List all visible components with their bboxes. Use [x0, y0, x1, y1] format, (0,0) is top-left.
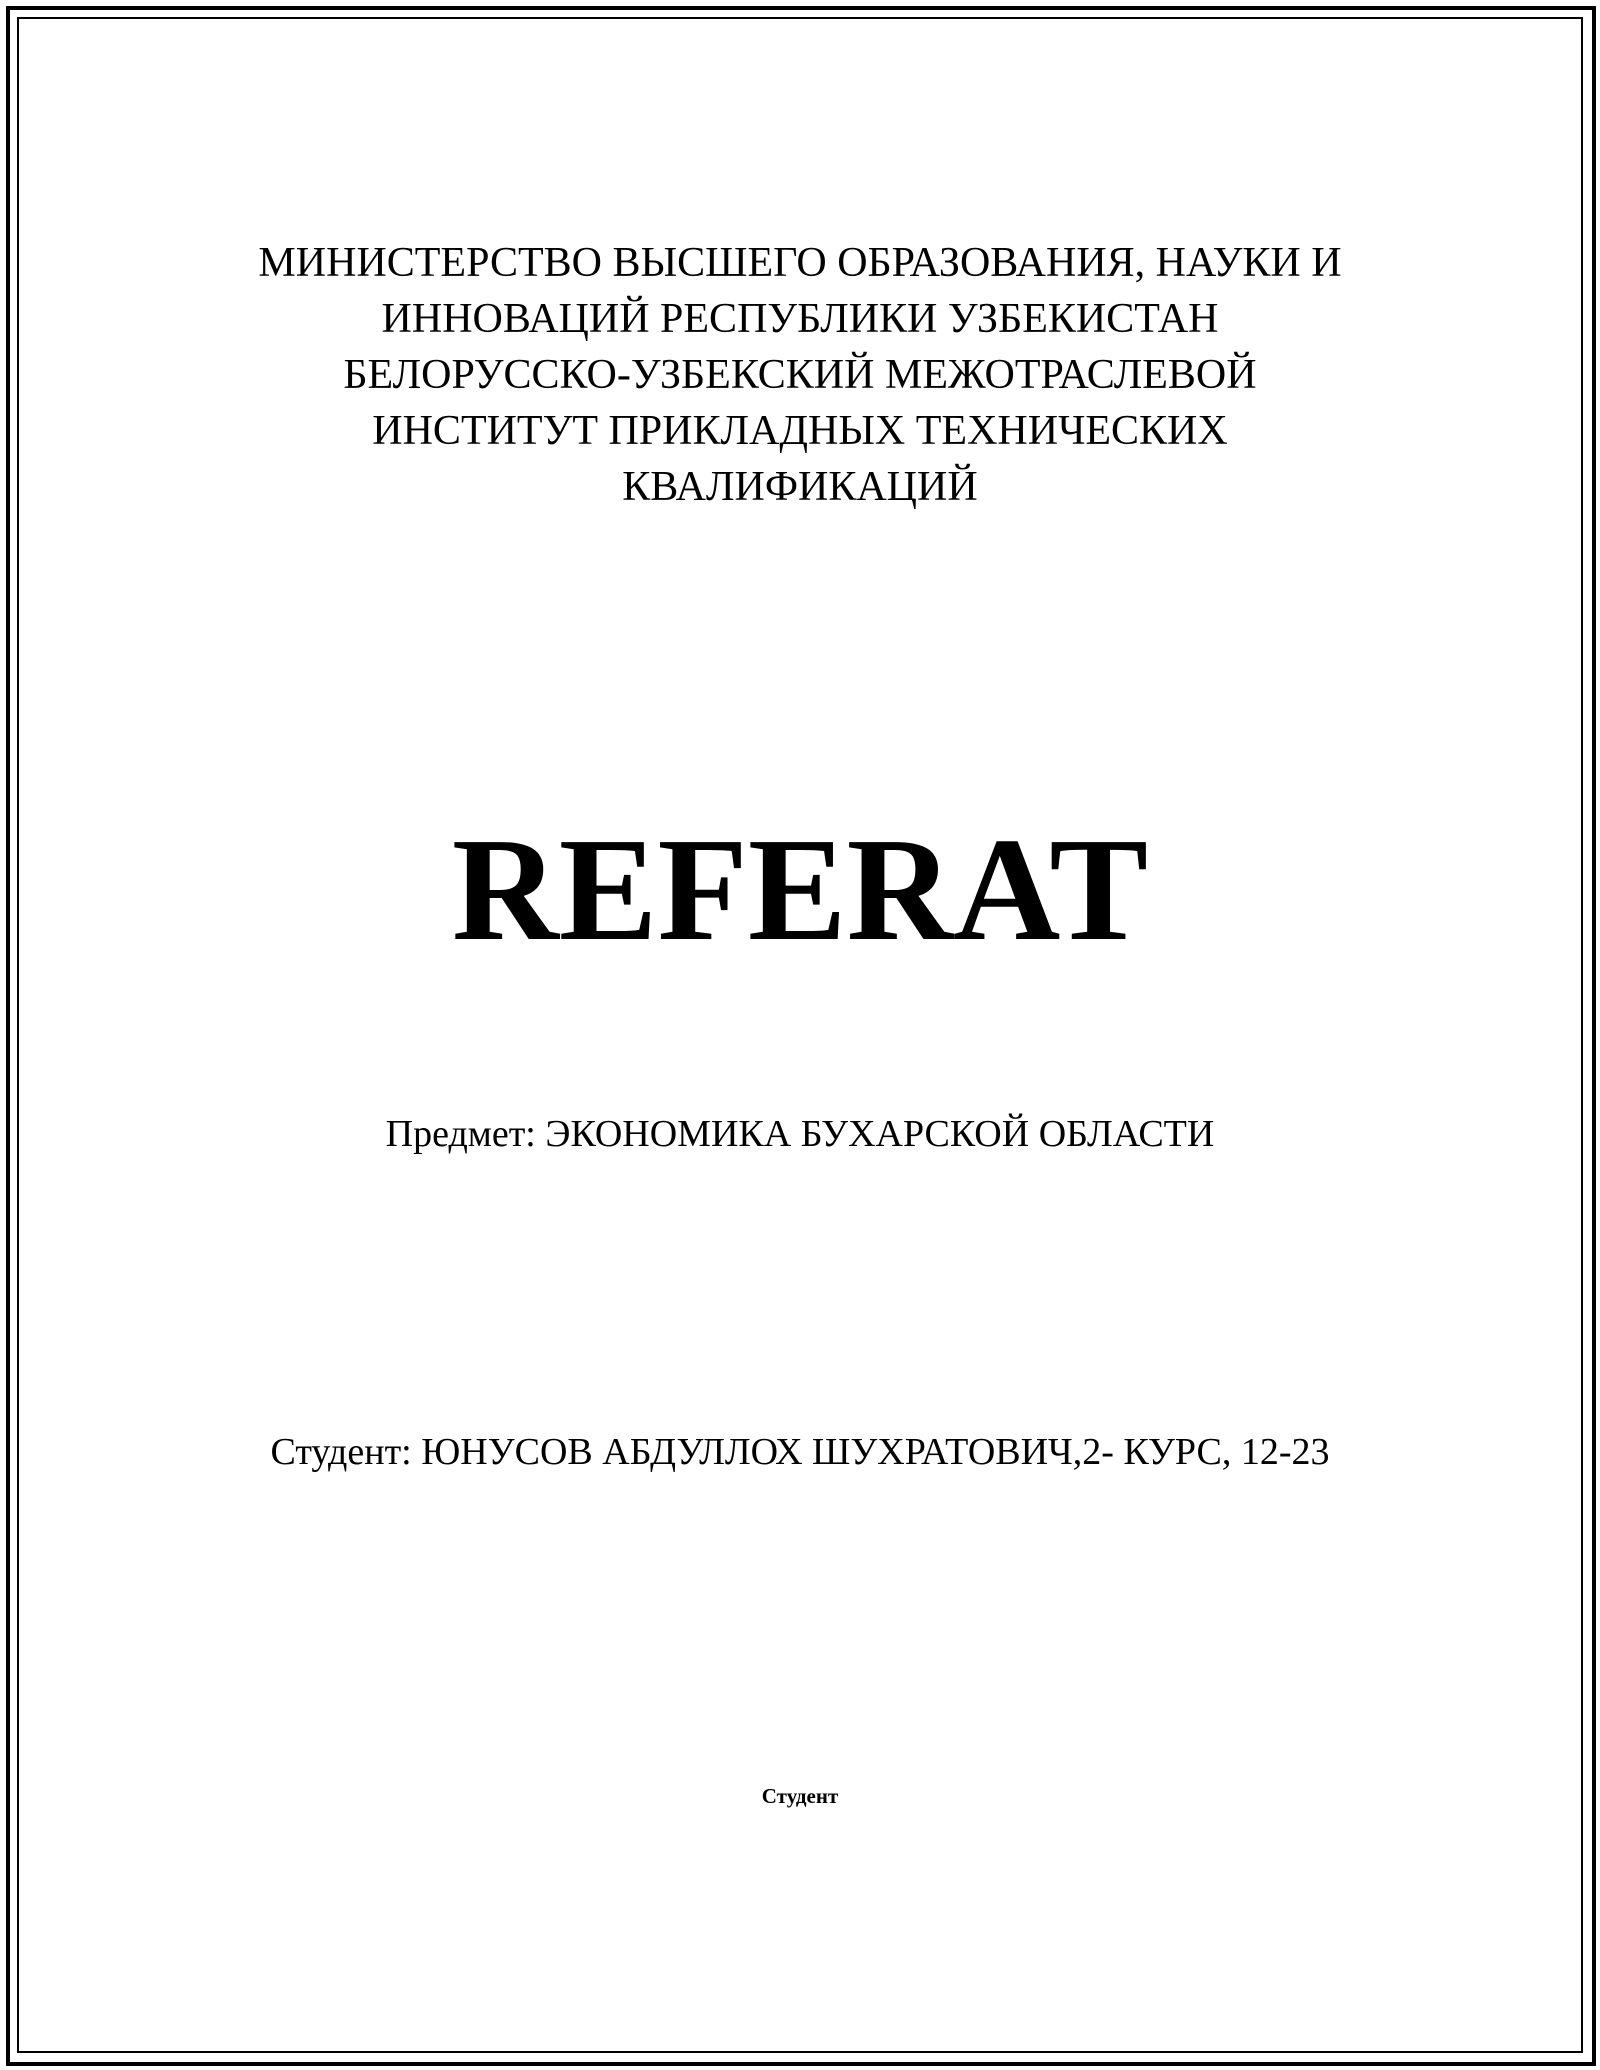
subject-line: Предмет: ЭКОНОМИКА БУХАРСКОЙ ОБЛАСТИ	[385, 1113, 1215, 1155]
document-title: REFERAT	[451, 808, 1149, 972]
institution-header	[0, 235, 1600, 515]
header-line: ИНСТИТУТ ПРИКЛАДНЫХ ТЕХНИЧЕСКИХ	[372, 408, 1228, 454]
student-line: Студент: ЮНУСОВ АБДУЛЛОХ ШУХРАТОВИЧ,2- КУРС, 12-23	[270, 1431, 1330, 1473]
header-line: БЕЛОРУССКО-УЗБЕКСКИЙ МЕЖОТРАСЛЕВОЙ	[343, 352, 1257, 398]
header-line: МИНИСТЕРСТВО ВЫСШЕГО ОБРАЗОВАНИЯ, НАУКИ И	[258, 240, 1342, 286]
header-line: ИННОВАЦИЙ РЕСПУБЛИКИ УЗБЕКИСТАН	[381, 296, 1219, 342]
header-line: КВАЛИФИКАЦИЙ	[622, 464, 978, 510]
signature-label: Студент	[761, 1784, 839, 1808]
